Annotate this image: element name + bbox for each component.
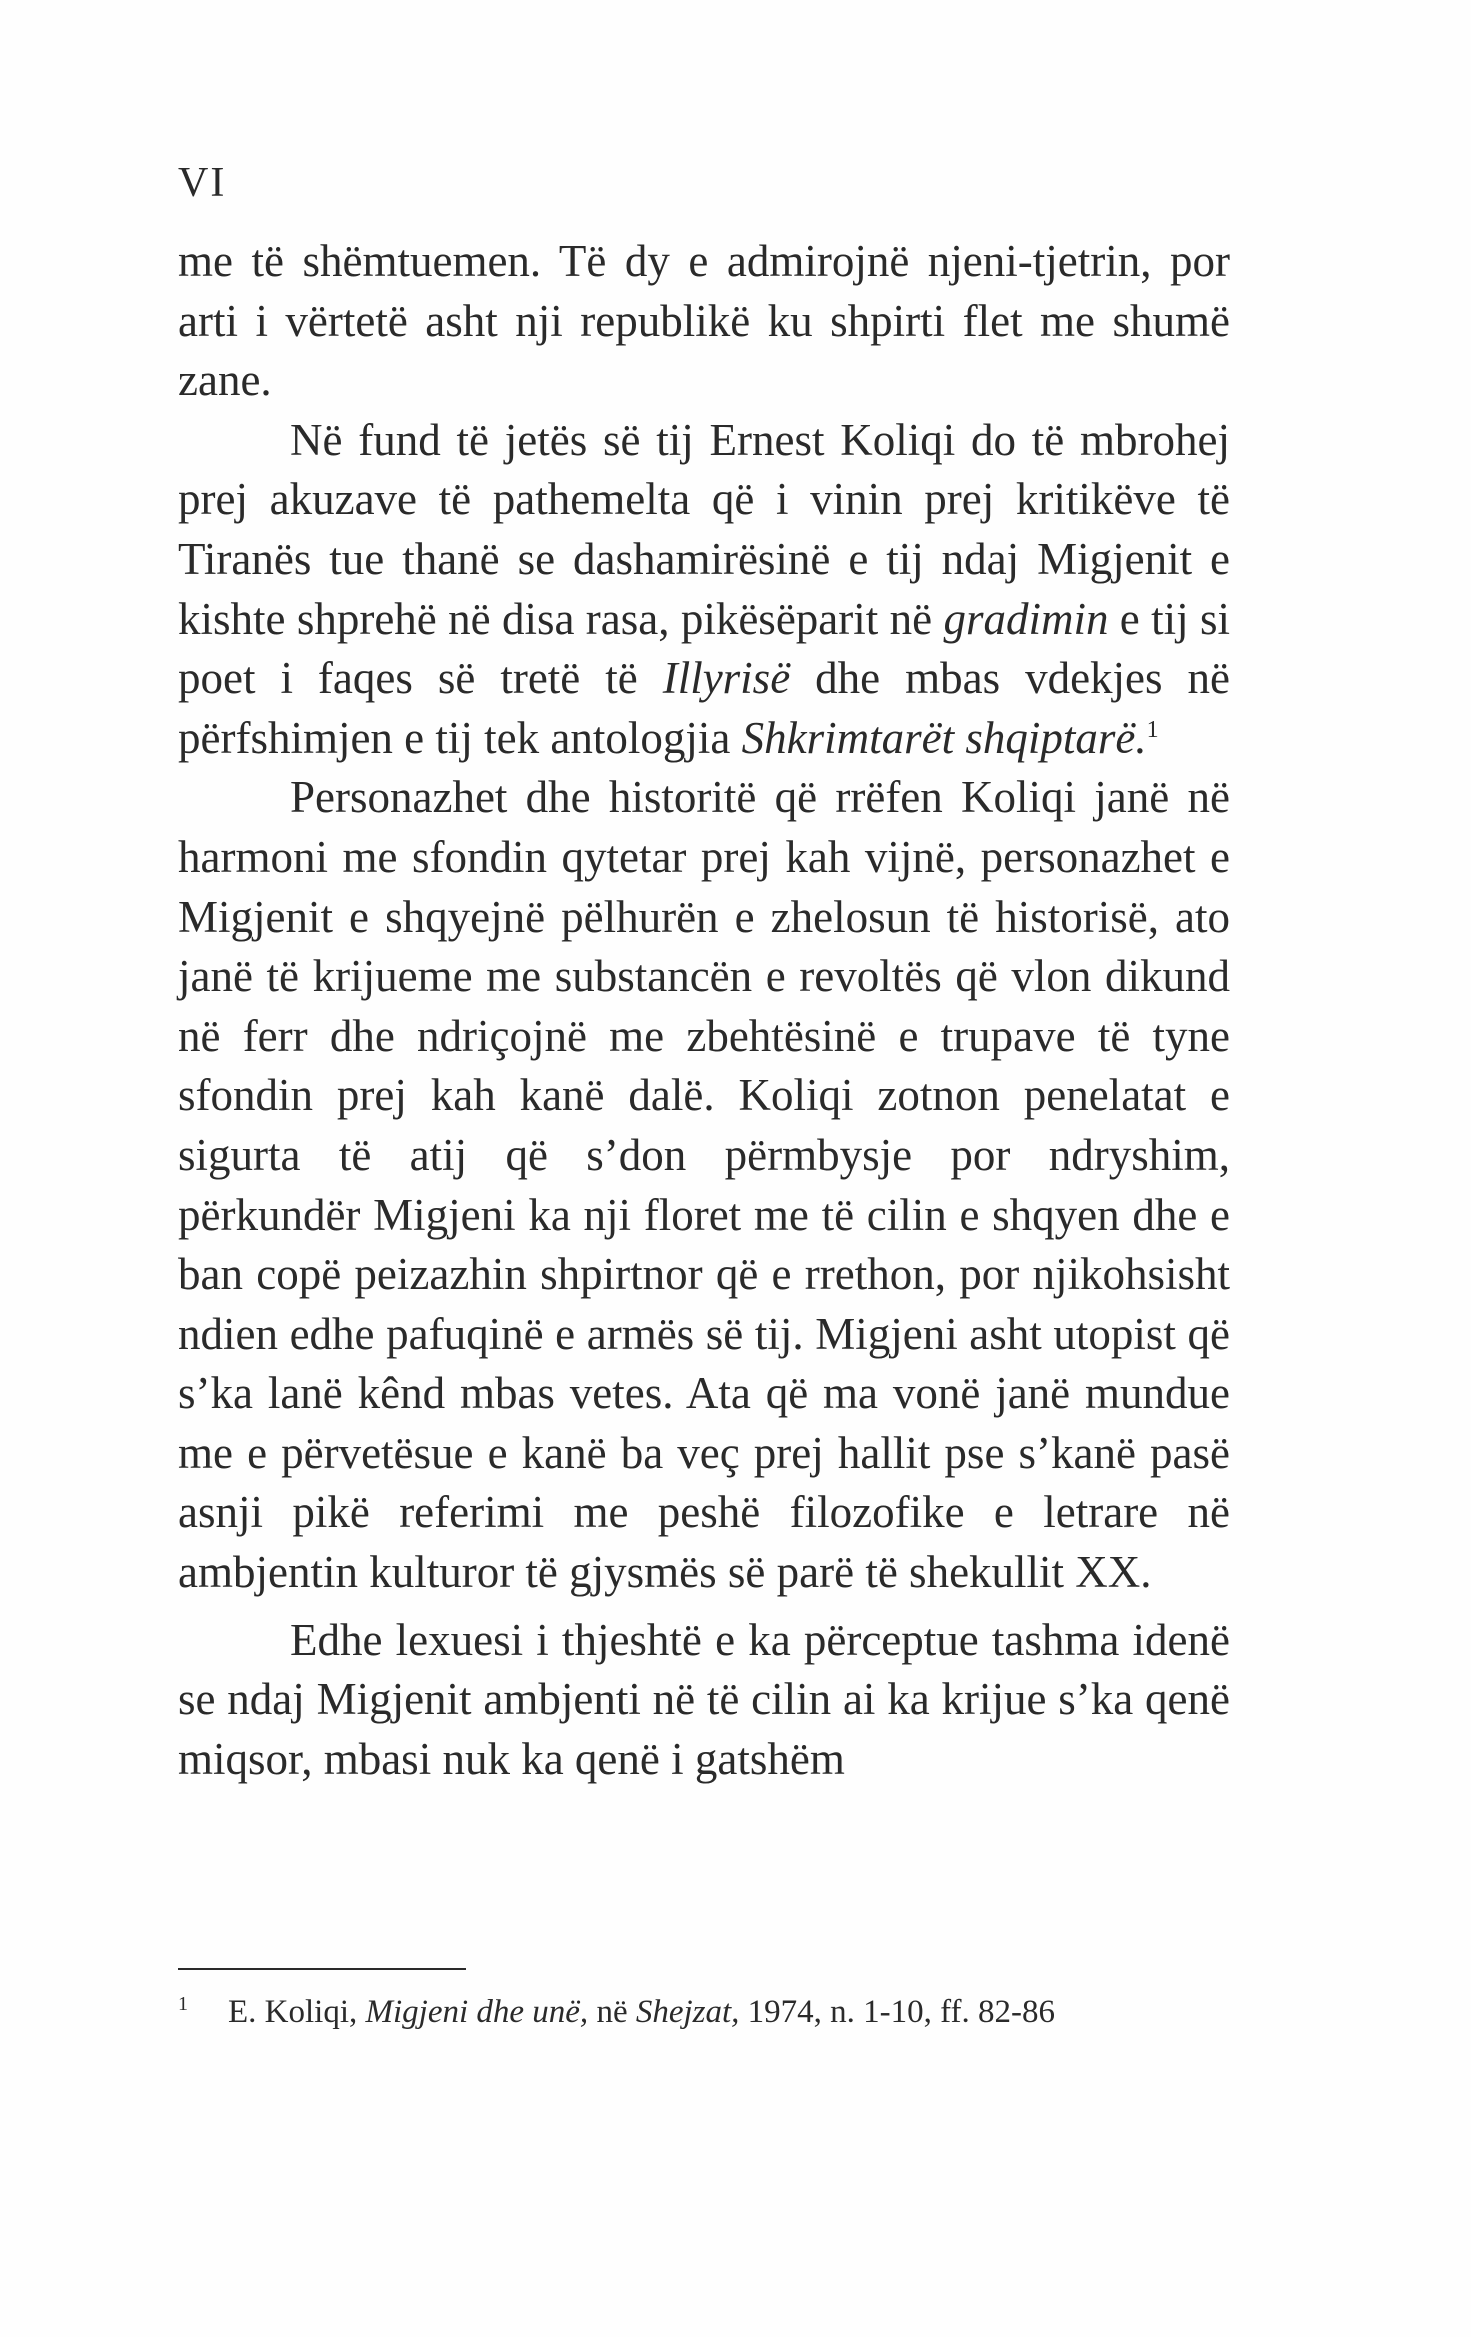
paragraph-2 (178, 411, 1230, 769)
footnote-italic-title: Migjeni dhe unë, (365, 1994, 589, 2030)
paragraph-1: me të shëmtuemen. Të dy e admirojnë njeni-tjetrin, por arti i vërtetë asht nji republikë ku shpirti flet me shumë zane. (178, 236, 1230, 406)
footnote-italic-journal: Shejzat, (635, 1994, 740, 2030)
paragraph-2-text-1: Në fund të jetës së tij Ernest Koliqi do të mbrohej prej akuzave të pathemelta që i vinin prej kritikëve të Tiranës tue thanë se dashamirësinë e tij ndaj Migjenit e kishte shprehë në disa rasa, pikësëparit në (178, 414, 1230, 644)
footnote (178, 1990, 1230, 2034)
italic-anthology-title: Shkrimtarët shqiptarë. (741, 712, 1147, 763)
footnote-text-3: 1974, n. 1-10, ff. 82-86 (739, 1994, 1056, 2030)
footnote-text-1: E. Koliqi, (228, 1994, 366, 2030)
italic-gradimin: gradimin (943, 593, 1109, 644)
paragraph-4: Edhe lexuesi i thjeshtë e ka përceptue tashma idenë se ndaj Migjenit ambjenti në të cilin ai ka krijue s’ka qenë miqsor, mbasi nuk ka qenë i gatshëm (178, 1614, 1230, 1784)
footnote-mark: 1 (178, 1993, 188, 2015)
italic-illyrise: Illyrisë (662, 653, 791, 704)
paragraph-3: Personazhet dhe historitë që rrëfen Koliqi janë në harmoni me sfondin qytetar prej kah vijnë, personazhet e Migjenit e shqyejnë pëlhurën e zhelosun të historisë, ato janë të krijueme me substancën e revoltës që vlon dikund në ferr dhe ndriçojnë me zbehtësinë e trupave të tyne sfondin prej kah kanë dalë. Koliqi zotnon penelatat e sigurta të atij që s’don përmbysje por ndryshim, përkundër Migjeni ka nji floret me të cilin e shqyen dhe e ban copë peizazhin shpirtnor që e rrethon, por njikohsisht ndien edhe pafuqinë e armës së tij. Migjeni asht utopist që s’ka lanë kênd mbas vetes. Ata që ma vonë janë mundue me e përvetësue e kanë ba veç prej hallit pse s’kanë pasë asnji pikë referimi me peshë filozofike e letrare në ambjentin kulturor të gjysmës së parë të shekullit XX. (178, 772, 1230, 1598)
paragraph-2-text-2: e tij si poet i faqes së tretë të (178, 593, 1230, 704)
footnote-text-2: në (588, 1994, 636, 2030)
footnote-divider (178, 1968, 466, 1970)
body-text (178, 232, 1230, 1789)
page-number: VI (178, 160, 227, 206)
footnote-reference[interactable]: 1 (1146, 716, 1159, 743)
paragraph-2-text-3: dhe mbas vdekjes në përfshimjen e tij tek antologjia (178, 653, 1230, 763)
